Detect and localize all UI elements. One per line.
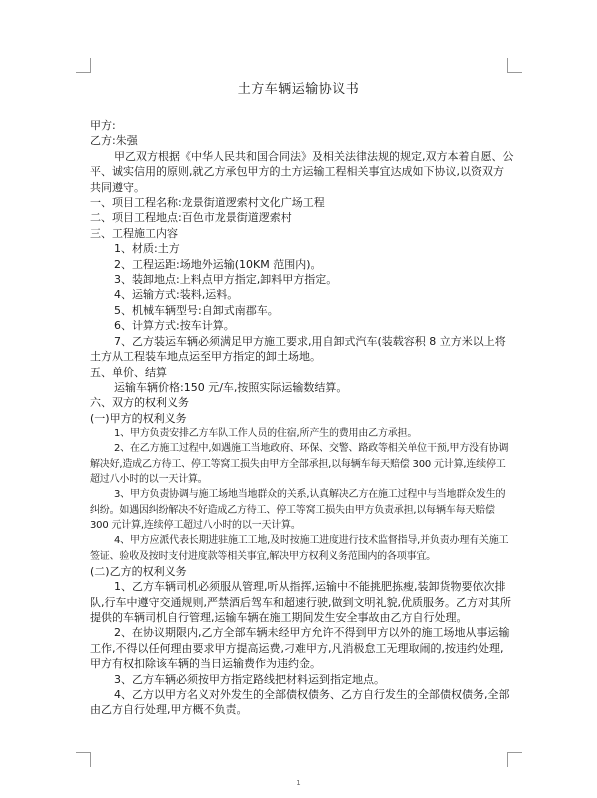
paragraph: 运输车辆价格:150 元/车,按照实际运输数结算。: [114, 380, 348, 394]
list-item: 3、装卸地点:上料点甲方指定,卸料甲方指定。: [114, 273, 338, 287]
clause-paragraph: 3、甲方负责协调与施工场地当地群众的关系,认真解决乙方在施工过程中与当地群众发生的纠纷。如遇因纠纷解决不好造成乙方待工、停工等窝工损失由甲方负责承担,以每辆车每天赔偿 300 元计算,连续停工超过八小时的以一天计算。: [90, 489, 506, 531]
section-heading: 二、项目工程地点:百色市龙景街道逻索村: [90, 211, 292, 225]
clause-paragraph: 4、乙方以甲方名义对外发生的全部债权债务、乙方自行发生的全部债权债务,全部由乙方自行处理,甲方概不负责。: [90, 688, 510, 717]
clause-paragraph: 3、乙方车辆必须按甲方指定路线把材料运到指定地点。: [114, 672, 385, 686]
clause-paragraph: 1、乙方车辆司机必须服从管理,听从指挥,运输中不能挑肥拣瘦,装卸货物要依次排队,行车中遵守交通规则,严禁酒后驾车和超速行驶,做到文明礼貌,优质服务。乙方对其所提供的车辆司机自行管理,运输车辆在施工期间发生安全事故由乙方自行处理。: [90, 580, 511, 625]
list-item: 4、运输方式:装料,运料。: [114, 288, 239, 302]
subsection-heading: (一)甲方的权利义务: [90, 411, 187, 425]
clause-paragraph: 2、在乙方施工过程中,如遇施工当地政府、环保、交警、路政等相关单位干预,甲方没有协调解决好,造成乙方待工、停工等窝工损失由甲方全部承担,以每辆车每天赔偿 300 元计算,连续停工超过八小时的以一天计算。: [90, 443, 509, 486]
subsection-heading: (二)乙方的权利义务: [90, 564, 187, 578]
preamble-paragraph: 甲乙双方根据《中华人民共和国合同法》及相关法律法规的规定,双方本着自愿、公平、诚实信用的原则,就乙方承包甲方的土方运输工程相关事宜达成如下协议,以资双方共同遵守。: [90, 149, 514, 194]
margin-mark-top-left: [76, 58, 91, 73]
list-item: 6、计算方式:按车计算。: [114, 319, 235, 333]
document-title: 土方车辆运输协议书: [237, 82, 360, 97]
section-heading: 五、单价、结算: [90, 365, 167, 379]
list-item: 5、机械车辆型号:自卸式南郡车。: [114, 303, 279, 317]
margin-mark-bottom-right: [507, 752, 522, 767]
page-number: 1: [296, 779, 301, 787]
margin-mark-bottom-left: [76, 752, 91, 767]
clause-paragraph: 4、甲方应派代表长期进驻施工工地,及时按施工进度进行技术监督指导,并负责办理有关施工签证、验收及按时支付进度款等相关事宜,解决甲方权利义务范围内的各项事宜。: [90, 535, 509, 562]
list-item: 7、乙方装运车辆必须满足甲方施工要求,用自卸式汽车(装载容积 8 立方米以上将土方从工程装车地点运至甲方指定的卸土场地。: [90, 334, 506, 364]
clause-paragraph: 2、在协议期限内,乙方全部车辆未经甲方允许不得到甲方以外的施工场地从事运输工作,不得以任何理由要求甲方提高运费,刁难甲方,凡消极怠工无理取闹的,按违约处理,甲方有权扣除该车辆的当日运输费作为违约金。: [90, 626, 510, 671]
party-a-line: 甲方:: [90, 119, 116, 132]
party-b-line: 乙方:朱强: [90, 134, 138, 148]
section-heading: 一、项目工程名称:龙景街道逻索村文化广场工程: [90, 196, 325, 210]
list-item: 1、材质:土方: [114, 242, 180, 256]
section-heading: 六、双方的权利义务: [90, 396, 189, 410]
list-item: 2、工程运距:场地外运输(10KM 范围内)。: [114, 257, 322, 271]
clause-paragraph: 1、甲方负责安排乙方车队工作人员的住宿,所产生的费用由乙方承担。: [114, 428, 418, 440]
section-heading: 三、工程施工内容: [90, 226, 178, 240]
document-body: [90, 118, 514, 718]
margin-mark-top-right: [507, 58, 522, 73]
